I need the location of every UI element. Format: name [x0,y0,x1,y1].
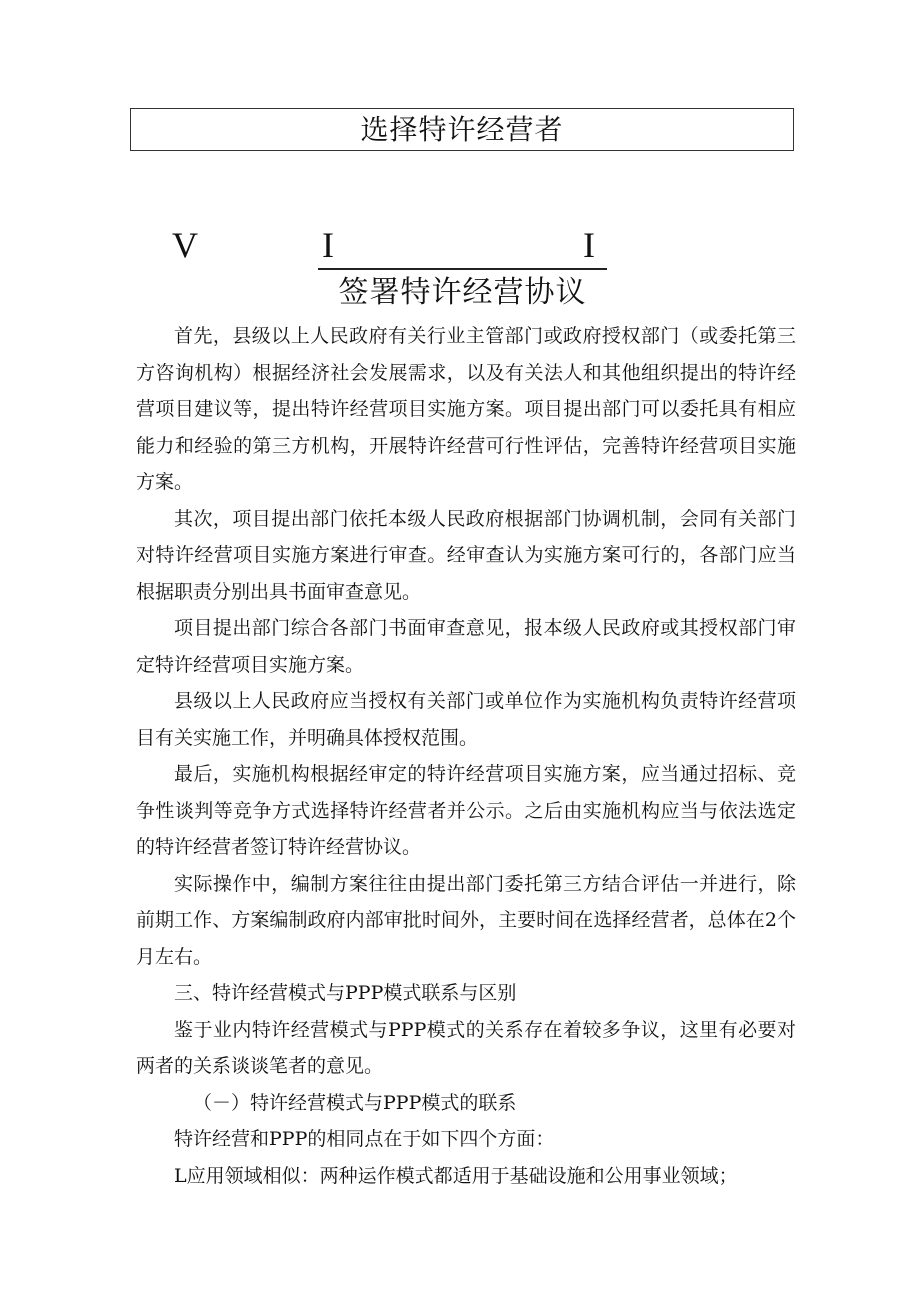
paragraph-review-submission: 项目提出部门综合各部门书面审查意见，报本级人民政府或其授权部门审定特许经营项目实施方案。 [136,617,796,676]
section-heading: 签署特许经营协议 [338,275,587,310]
paragraph-final-step: 最后，实施机构根据经审定的特许经营项目实施方案，应当通过招标、竞争性谈判等竞争方式选择特许经营者并公示。之后由实施机构应当与依法选定的特许经营者签订特许经营协议。 [136,763,796,858]
title-box: 选择特许经营者 [130,108,794,151]
roman-glyph-v: V [172,225,198,265]
paragraph-subsection-heading: （－）特许经营模式与PPP模式的联系 [193,1091,517,1114]
roman-glyph-i-first: I [322,225,334,265]
paragraph-practice-note: 实际操作中，编制方案往往由提出部门委托第三方结合评估一并进行，除前期工作、方案编制政府内部审批时间外，主要时间在选择经营者，总体在2个月左右。 [136,872,796,968]
paragraph-controversy: 鉴于业内特许经营模式与PPP模式的关系存在着较多争议，这里有必要对两者的关系谈谈笔者的意见。 [136,1018,796,1077]
paragraph-similarity-one: L应用领域相似：两种运作模式都适用于基础设施和公用事业领域； [174,1164,738,1187]
paragraph-section-three-heading: 三、特许经营模式与PPP模式联系与区别 [174,982,517,1004]
body-text [136,318,796,1194]
paragraph-authorization: 县级以上人民政府应当授权有关部门或单位作为实施机构负责特许经营项目有关实施工作，并明确具体授权范围。 [136,690,796,749]
paragraph-second-step: 其次，项目提出部门依托本级人民政府根据部门协调机制，会同有关部门对特许经营项目实施方案进行审查。经审查认为实施方案可行的，各部门应当根据职责分别出具书面审查意见。 [136,507,796,603]
paragraph-similarities-intro: 特许经营和PPP的相同点在于如下四个方面： [174,1128,555,1150]
roman-glyph-i-second: I [583,225,595,265]
paragraph-first-step: 首先，县级以上人民政府有关行业主管部门或政府授权部门（或委托第三方咨询机构）根据经济社会发展需求，以及有关法人和其他组织提出的特许经营项目建议等，提出特许经营项目实施方案。项目提出部门可以委托具有相应能力和经验的第三方机构，开展特许经营可行性评估，完善特许经营项目实施方案。 [136,325,796,493]
heading-rule [318,268,607,270]
